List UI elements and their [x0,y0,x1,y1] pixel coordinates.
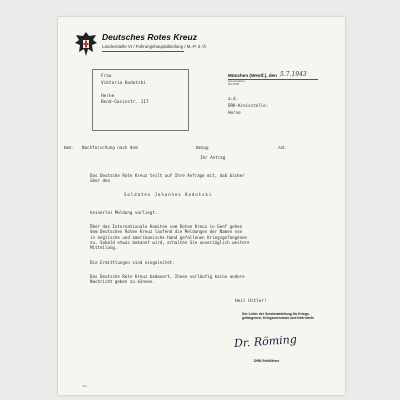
body-line: Über das Internationale Komitee vom Roten Kreuz in Genf gehen [90,224,243,229]
betr-label: Betr.: [64,145,74,150]
recipient-line: Bend-Gasinstr. 117 [101,100,149,106]
cc-line: a.d. [228,96,239,101]
header-rule [102,51,184,52]
sender-details [228,80,245,87]
body-line: dem Deutschen Roten Kreuz laufend die Meldungen der Namen von [90,229,243,235]
body-paragraph-2: keinerlei Meldung vorliegt. [90,210,158,215]
signatory-title: DRK-Feldführer [254,359,280,363]
footer-code: 7/41 [82,385,87,388]
body-line: Das Deutsche Rote Kreuz teilt auf Ihre Anfrage mit, daß bisher [90,173,245,178]
recipient-line [101,87,149,94]
bezug-label: Bezug: [196,145,210,150]
signature-block: Der Leiter der Sonderabteilung für Kriegs-gefangenen, Kriegsvermisste und Internierte [242,312,314,321]
date-handwritten: 5.7.1943 [280,71,307,78]
place-date-label: München (Westf.), den [228,73,277,78]
bezug-value: Ihr Antrag [200,155,226,160]
recipient-line: Viktoria Kodotski [101,80,146,86]
address-window [92,69,189,131]
body-paragraph-3 [90,224,250,250]
body-line: Nachricht geben zu können. [90,279,155,285]
body-line: Mitteilung. [90,245,118,251]
soldier-name: Soldaten Johannes Kodotski [124,192,213,197]
body-line: Das Deutsche Rote Kreuz bedauert, Ihnen vorläufig keine andere [90,274,245,279]
file-suffix: /b [201,44,207,50]
body-line: zu. Sobald etwas bekannt wird, erhalten Sie unverzüglich weitere [90,239,250,245]
body-paragraph-1 [90,173,245,184]
body-paragraph-4: Die Ermittlungen sind eingeleitet. [90,260,175,265]
closing-salutation: Heil Hitler! [235,299,267,304]
anl-label: Anl.: [278,145,287,150]
sender-detail-line: Sonnenstraße 4 [228,80,246,83]
org-name: Deutsches Rotes Kreuz [102,32,197,42]
letter-page [58,17,345,395]
department-line [102,44,206,50]
recipient-line: Herne [101,93,115,99]
sender-detail-line: Ruf 47000 [228,83,240,87]
recipient-address [101,74,149,107]
handwritten-signature: Dr. Röming [233,332,298,351]
cc-block [228,95,268,116]
body-paragraph-5 [90,274,245,285]
cc-line: DRK-Kreisstelle: [228,103,269,108]
department-text: Landesstelle VI / Führungshauptabteilung / M.-P. 2 [102,44,201,49]
betr-value: Nachforschung nach dem [82,145,138,150]
body-line: in englische und amerikanische Hand gefallenen Kriegsgefangenen [90,234,248,240]
cc-line: Herne [228,110,241,115]
body-line: über den [90,178,110,184]
red-cross-eagle-logo-icon [74,31,98,57]
recipient-line: Frau [101,74,112,79]
